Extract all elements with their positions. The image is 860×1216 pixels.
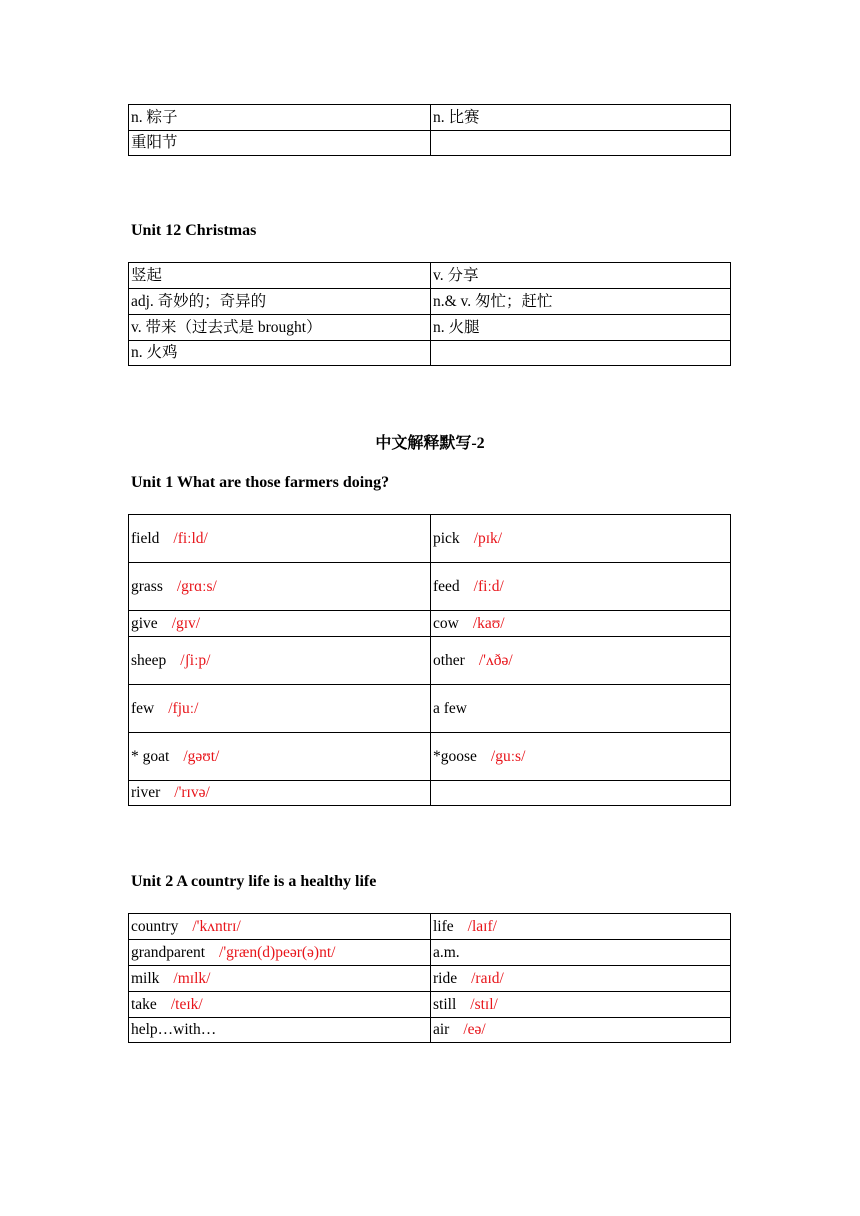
table-row [129, 563, 731, 611]
table-row [129, 992, 731, 1018]
phonetic: /pɪk/ [473, 529, 503, 547]
word: give [131, 614, 158, 632]
table-cell [431, 733, 731, 781]
table-cell [431, 131, 731, 156]
table-cell [129, 637, 431, 685]
table-cell [129, 966, 431, 992]
table-row [129, 914, 731, 940]
phonetic: /'ʌðə/ [478, 651, 513, 669]
table-cell [431, 781, 731, 806]
phonetic: /'græn(d)peər(ə)nt/ [219, 943, 336, 961]
unit-heading: Unit 2 A country life is a healthy life [131, 873, 377, 890]
word: field [131, 529, 160, 547]
table-row [129, 289, 731, 315]
table-cell: 竖起 [129, 263, 431, 289]
word: country [131, 917, 179, 935]
vocab-table-unit2 [128, 913, 731, 1043]
table-cell [431, 966, 731, 992]
phonetic: /mɪlk/ [173, 969, 211, 987]
phonetic: /raɪd/ [471, 969, 504, 987]
table-cell [129, 940, 431, 966]
word: other [433, 651, 465, 669]
phonetic: /stɪl/ [470, 995, 498, 1013]
phonetic: /fjuː/ [168, 699, 199, 717]
word: pick [433, 529, 460, 547]
table-cell [129, 611, 431, 637]
table-cell [431, 637, 731, 685]
table-row [129, 611, 731, 637]
table-cell [431, 940, 731, 966]
table-cell: n.& v. 匆忙；赶忙 [431, 289, 731, 315]
word: grass [131, 577, 163, 595]
table-cell [431, 992, 731, 1018]
word: help…with… [131, 1021, 217, 1039]
table-cell: 重阳节 [129, 131, 431, 156]
phonetic: /ʃiːp/ [180, 651, 211, 669]
table-cell [431, 563, 731, 611]
unit-heading: Unit 1 What are those farmers doing? [131, 474, 390, 491]
table-cell: n. 火腿 [431, 315, 731, 341]
phonetic: /kaʊ/ [472, 614, 505, 632]
phonetic: /guːs/ [490, 747, 526, 765]
table-cell [129, 992, 431, 1018]
phonetic: /fiːd/ [473, 577, 504, 595]
table-cell [129, 515, 431, 563]
word: feed [433, 577, 460, 595]
table-cell [129, 781, 431, 806]
word: air [433, 1021, 450, 1039]
table-row [129, 263, 731, 289]
table-cell: v. 分享 [431, 263, 731, 289]
table-row [129, 733, 731, 781]
word: cow [433, 614, 459, 632]
phonetic: /teɪk/ [170, 995, 203, 1013]
phonetic: /eə/ [463, 1021, 486, 1039]
table-row [129, 940, 731, 966]
vocab-table-unit1 [128, 514, 731, 806]
table-cell: adj. 奇妙的；奇异的 [129, 289, 431, 315]
word: a.m. [433, 943, 460, 961]
table-cell [431, 611, 731, 637]
word: few [131, 699, 155, 717]
phonetic: /'rɪvə/ [174, 784, 210, 802]
phonetic: /fiːld/ [173, 529, 208, 547]
word: sheep [131, 651, 167, 669]
table-row [129, 515, 731, 563]
table-cell: n. 粽子 [129, 105, 431, 131]
word: *goose [433, 747, 477, 765]
section-title: 中文解释默写-2 [375, 435, 485, 452]
phonetic: /gəʊt/ [183, 747, 220, 765]
word: * goat [131, 747, 170, 765]
table-cell [129, 914, 431, 940]
vocab-table-unit12 [128, 262, 731, 366]
table-cell [129, 1018, 431, 1043]
table-row [129, 105, 731, 131]
table-cell [431, 515, 731, 563]
table-cell: n. 比赛 [431, 105, 731, 131]
table-row [129, 131, 731, 156]
table-cell [129, 563, 431, 611]
word: take [131, 995, 157, 1013]
table-cell: v. 带来（过去式是 brought） [129, 315, 431, 341]
word: still [433, 995, 457, 1013]
unit-heading: Unit 12 Christmas [131, 222, 257, 239]
table-cell [129, 733, 431, 781]
vocab-table-top [128, 104, 731, 156]
phonetic: /laɪf/ [467, 917, 497, 935]
table-row [129, 637, 731, 685]
word: life [433, 917, 454, 935]
phonetic: /grɑːs/ [176, 577, 217, 595]
table-cell [431, 685, 731, 733]
table-cell [431, 914, 731, 940]
word: a few [433, 699, 467, 717]
table-cell: n. 火鸡 [129, 341, 431, 366]
word: grandparent [131, 943, 206, 961]
table-cell [129, 685, 431, 733]
phonetic: /'kʌntrɪ/ [192, 917, 241, 935]
word: ride [433, 969, 458, 987]
phonetic: /gɪv/ [171, 614, 201, 632]
table-row [129, 341, 731, 366]
table-row [129, 1018, 731, 1043]
word: milk [131, 969, 160, 987]
table-cell [431, 1018, 731, 1043]
word: river [131, 784, 161, 802]
table-row [129, 781, 731, 806]
table-cell [431, 341, 731, 366]
table-row [129, 685, 731, 733]
table-row [129, 966, 731, 992]
table-row [129, 315, 731, 341]
